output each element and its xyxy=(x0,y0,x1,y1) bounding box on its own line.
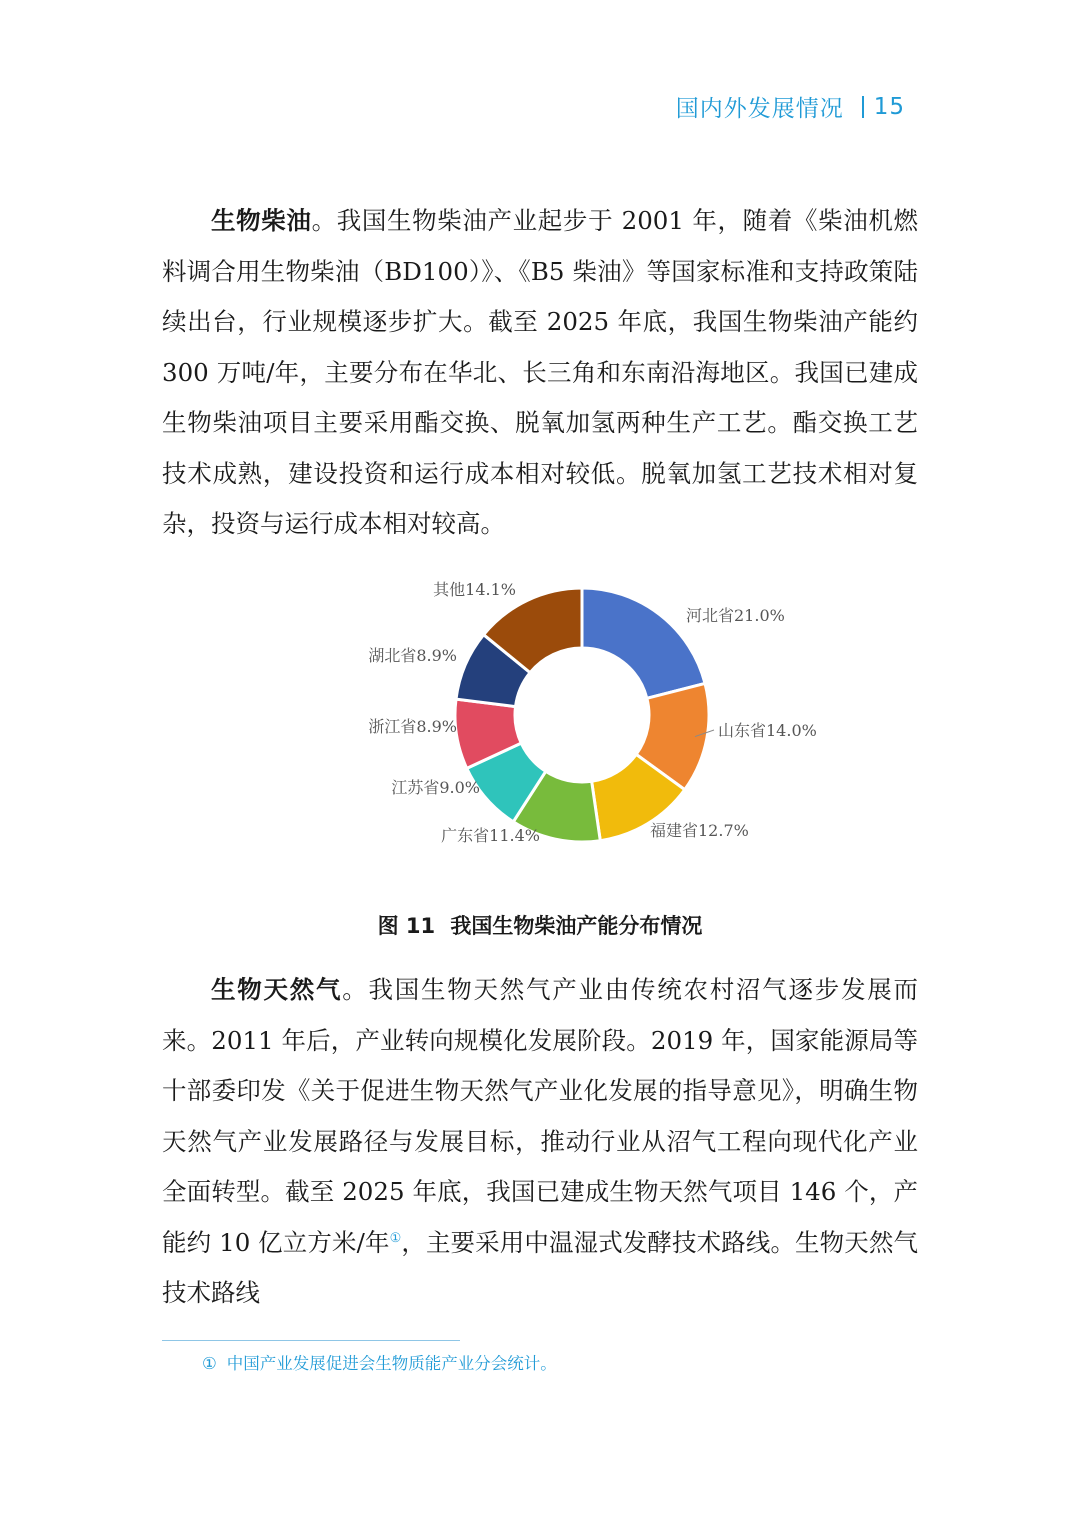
slice-label-7: 湖北省8.9% xyxy=(368,646,457,665)
donut-slice-1 xyxy=(582,588,705,698)
header-divider xyxy=(862,96,864,118)
figure-title: 我国生物柴油产能分布情况 xyxy=(450,914,703,938)
footnote-divider xyxy=(162,1340,460,1341)
paragraph-biogas xyxy=(162,965,918,1319)
slice-label-5: 江苏省9.0% xyxy=(391,778,480,797)
footnote-number: ① xyxy=(202,1354,217,1373)
paragraph-text: 。我国生物柴油产业起步于 2001 年，随着《柴油机燃料调合用生物柴油（BD100）》、《B5 柴油》等国家标准和支持政策陆续出台，行业规模逐步扩大。截至 2025 年底，我国生物柴油产能约 300 万吨/年，主要分布在华北、长三角和东南沿海地区。我国已建成生物柴油项目主要采用酯交换、脱氧加氢两种生产工艺。酯交换工艺技术成熟，建设投资和运行成本相对较低。脱氧加氢工艺技术相对复杂，投资与运行成本相对较高。 xyxy=(162,206,919,538)
running-header xyxy=(676,90,905,123)
footnote xyxy=(202,1350,557,1374)
footnote-reference[interactable]: ① xyxy=(389,1230,402,1246)
slice-label-2: 山东省14.0% xyxy=(718,721,817,740)
section-title: 国内外发展情况 xyxy=(675,96,844,122)
slice-label-4: 广东省11.4% xyxy=(441,826,540,845)
figure-number: 图 11 xyxy=(377,914,436,938)
page-number: 15 xyxy=(873,93,905,120)
paragraph-text: 。我国生物天然气产业由传统农村沼气逐步发展而来。2011 年后，产业转向规模化发展阶段。2019 年，国家能源局等十部委印发《关于促进生物天然气产业化发展的指导意见》，明确生物天然气产业发展路径与发展目标，推动行业从沼气工程向现代化产业全面转型。截至 2025 年底，我国已建成生物天然气项目 146 个，产能约 10 亿立方米/年 xyxy=(162,975,918,1257)
slice-label-8: 其他14.1% xyxy=(433,580,516,599)
slice-label-1: 河北省21.0% xyxy=(686,606,785,625)
paragraph-text-continued: ，主要采用中温湿式发酵技术路线。生物天然气技术路线 xyxy=(162,1227,918,1307)
figure-caption xyxy=(0,910,1080,940)
footnote-text: 中国产业发展促进会生物质能产业分会统计。 xyxy=(226,1354,557,1373)
donut-chart xyxy=(340,568,840,858)
slice-label-3: 福建省12.7% xyxy=(650,821,749,840)
paragraph-biodiesel xyxy=(162,196,918,550)
paragraph-lead: 生物柴油 xyxy=(211,206,312,235)
slice-label-6: 浙江省8.9% xyxy=(368,717,457,736)
paragraph-lead: 生物天然气 xyxy=(211,975,343,1004)
donut-chart-svg xyxy=(340,568,840,858)
